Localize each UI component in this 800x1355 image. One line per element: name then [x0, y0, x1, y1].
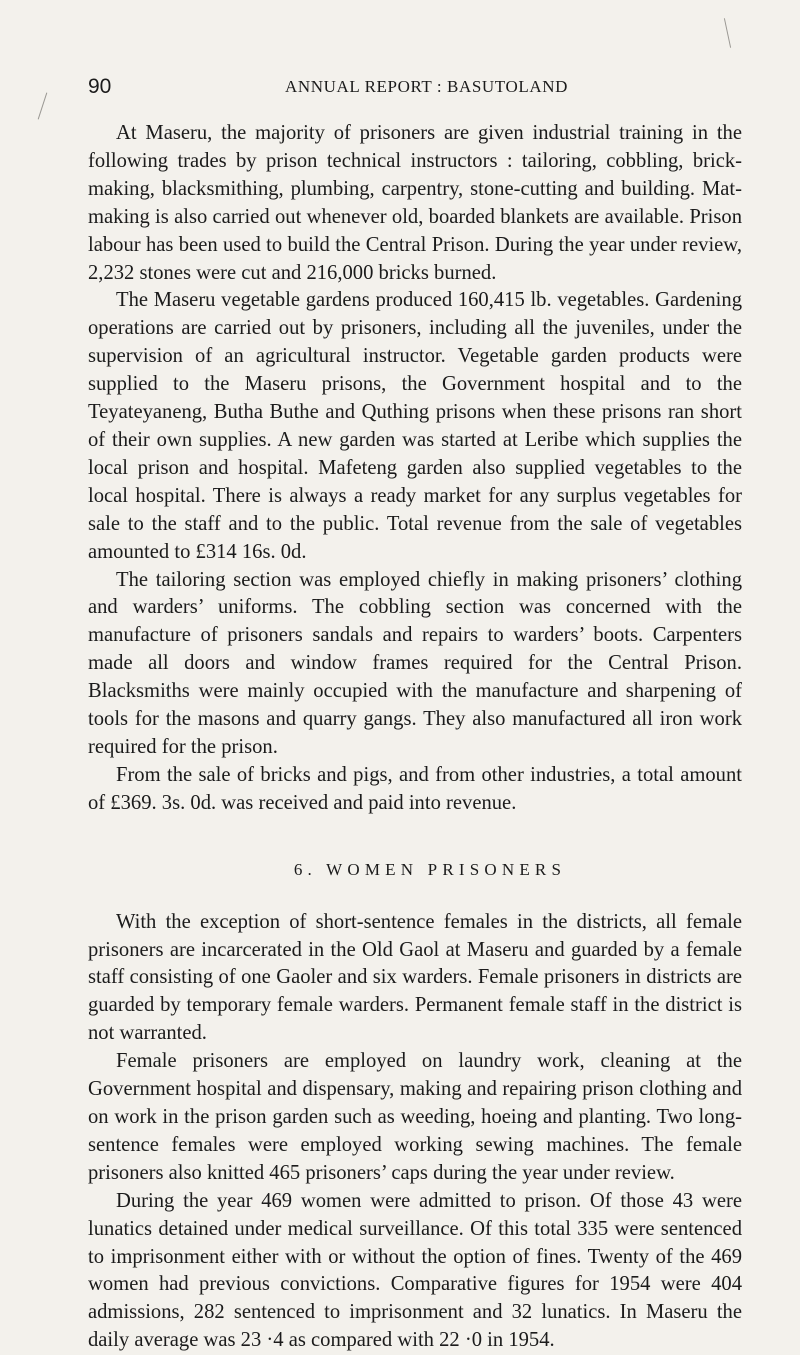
section-heading: 6. WOMEN PRISONERS [293, 859, 567, 879]
paragraph: With the exception of short-sentence females in the districts, all female prisoners are incarcerated in the Old Gaol at Maseru and guarded by a female staff consisting of one Gaoler and six warders. Female prisoners in districts are guarded by temporary female warders. Permanent female staff in the district is not warranted. [88, 910, 742, 1045]
paragraph: From the sale of bricks and pigs, and from other industries, a total amount of £369. 3s. 0d. was received and paid into revenue. [88, 763, 742, 814]
paragraph: At Maseru, the majority of prisoners are given industrial training in the following trades by prison technical instructors : tailoring, cobbling, brick-making, blacksmithing, plumbing, carpentry, stone-cutting and building. Mat-making is also carried out whenever old, boarded blankets are available. Prison labour has been used to build the Central Prison. During the year under review, 2,232 stones were cut and 216,000 bricks burned. [88, 122, 742, 284]
page-number: 90 [88, 75, 112, 98]
paragraph: The Maseru vegetable gardens produced 160,415 lb. vegetables. Gardening operations are carried out by prisoners, including all the juveniles, under the supervision of an agricultural instructor. Vegetable garden products were supplied to the Maseru prisons, the Government hospital and to the Teyateyaneng, Butha Buthe and Quthing prisons when these prisons ran short of their own supplies. A new garden was started at Leribe which supplies the local prison and hospital. Mafeteng garden also supplied vegetables to the local hospital. There is always a ready market for any surplus vegetables for sale to the staff and to the public. Total revenue from the sale of vegetables amounted to £314 16s. 0d. [88, 289, 742, 563]
body-text [88, 120, 742, 1355]
paragraph: Female prisoners are employed on laundry work, cleaning at the Government hospital and dispensary, making and repairing prison clothing and on work in the prison garden such as weeding, hoeing and planting. Two long-sentence females were employed working sewing machines. The female prisoners also knitted 465 prisoners’ caps during the year under review. [88, 1050, 742, 1184]
paragraph: During the year 469 women were admitted to prison. Of those 43 were lunatics detained under medical surveillance. Of this total 335 were sentenced to imprisonment either with or without the option of fines. Twenty of the 469 women had previous convictions. Comparative figures for 1954 were 404 admissions, 282 sentenced to imprisonment and 32 lunatics. In Maseru the daily average was 23 ·4 as compared with 22 ·0 in 1954. [88, 1189, 742, 1352]
paragraph: The tailoring section was employed chiefly in making prisoners’ clothing and warders’ uniforms. The cobbling section was concerned with the manufacture of prisoners sandals and repairs to warders’ boots. Carpenters made all doors and window frames required for the Central Prison. Blacksmiths were mainly occupied with the manufacture and sharpening of tools for the masons and quarry gangs. They also manufactured all iron work required for the prison. [88, 568, 742, 758]
page-header [88, 72, 738, 102]
scan-margin-mark [724, 18, 731, 48]
running-title: ANNUAL REPORT : BASUTOLAND [285, 77, 568, 96]
scan-margin-mark [38, 93, 48, 120]
